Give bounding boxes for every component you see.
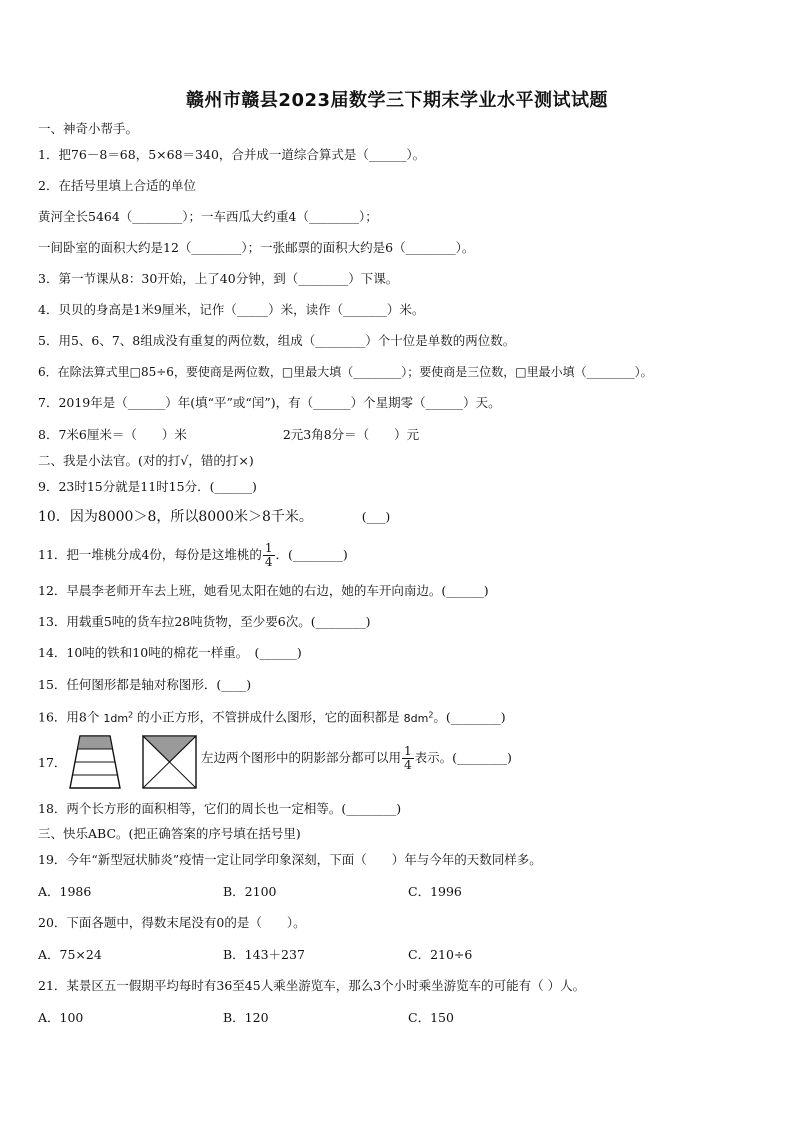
question-2-line-a: 黄河全长5464（________）；一车西瓜大约重4（________）； (38, 209, 378, 224)
option-c: C．210÷6 (408, 947, 473, 962)
option-b: B．2100 (223, 884, 277, 899)
question-21-options (38, 1009, 593, 1027)
question-16: 16．用8个 $1dm^2$ 的小正方形，不管拼成什么图形，它的面积都是 $8dm^2$。(________) (38, 709, 506, 725)
question-2: 2．在括号里填上合适的单位 (38, 178, 196, 193)
question-11-blank: ．(________) (275, 547, 348, 562)
question-8 (38, 426, 419, 444)
section-3-heading: 三、快乐ABC。(把正确答案的序号填在括号里) (38, 826, 301, 841)
question-19-options (38, 883, 593, 901)
question-19: 19．今年“新型冠状肺炎”疫情一定让同学印象深刻，下面（ ）年与今年的天数同样多。 (38, 852, 542, 867)
option-b: B．143＋237 (223, 947, 305, 962)
section-1-heading: 一、神奇小帮手。 (38, 121, 139, 136)
question-15: 15．任何图形都是轴对称图形．(____) (38, 677, 252, 692)
question-20-options (38, 946, 593, 964)
question-10-blank: (___) (361, 509, 391, 524)
question-3: 3．第一节课从8：30开始，上了40分钟，到（________）下课。 (38, 271, 399, 286)
trapezoid-figure (68, 735, 122, 789)
question-8-part-a: 8．7米6厘米＝（ ）米 (38, 427, 187, 442)
unit-dm2: $1dm^2$ (103, 710, 134, 725)
question-7: 7．2019年是（______）年(填“平”或“闰”)，有（______）个星期零（______）天。 (38, 395, 501, 410)
question-8-part-b: 2元3角8分＝（ ）元 (282, 427, 420, 442)
option-c: C．1996 (408, 884, 462, 899)
option-a: A．100 (38, 1010, 84, 1025)
question-18: 18．两个长方形的面积相等，它们的周长也一定相等。(________) (38, 801, 402, 816)
section-2-heading: 二、我是小法官。(对的打√，错的打×) (38, 453, 254, 468)
square-figure (142, 735, 198, 789)
question-10 (38, 508, 390, 526)
question-14: 14．10吨的铁和10吨的棉花一样重。 (______) (38, 645, 302, 660)
question-20: 20．下面各题中，得数末尾没有0的是（ ）。 (38, 915, 306, 930)
question-11-text: 11．把一堆桃分成4份，每份是这堆桃的 (38, 547, 262, 562)
question-21: 21．某景区五一假期平均每时有36至45人乘坐游览车，那么3个小时乘坐游览车的可能有（ ）人。 (38, 978, 586, 993)
unit-8dm2: $8dm^2$ (403, 710, 434, 725)
option-a: A．1986 (38, 884, 92, 899)
question-9: 9．23时15分就是11时15分．(______) (38, 479, 257, 494)
question-1: 1．把76－8＝68，5×68＝340，合并成一道综合算式是（______）。 (38, 147, 426, 162)
question-11 (38, 542, 348, 569)
question-13: 13．用载重5吨的货车拉28吨货物，至少要6次。(________) (38, 614, 371, 629)
question-10-text: 10．因为8000＞8，所以8000米＞8千米。 (38, 509, 313, 525)
fraction-one-quarter: $\frac{1}{4}$ (404, 744, 412, 772)
option-a: A．75×24 (38, 947, 102, 962)
question-6: 6．在除法算式里□85÷6，要使商是两位数，□里最大填（________）；要使商是三位数，□里最小填（________）。 (38, 365, 653, 379)
question-17-text: 左边两个图形中的阴影部分都可以用 $\frac{1}{4}$ 表示。(________) (201, 744, 512, 772)
fraction-one-quarter: $\frac{1}{4}$ (264, 541, 273, 569)
question-5: 5．用5、6、7、8组成没有重复的两位数，组成（________）个十位是单数的两位数。 (38, 333, 516, 348)
page-title: 赣州市赣县2023届数学三下期末学业水平测试试题 (185, 90, 609, 111)
option-b: B．120 (223, 1010, 269, 1025)
question-2-line-b: 一间卧室的面积大约是12（________）；一张邮票的面积大约是6（________）。 (38, 240, 475, 255)
question-12: 12．早晨李老师开车去上班，她看见太阳在她的右边，她的车开向南边。(______) (38, 583, 489, 598)
question-17-label: 17． (38, 755, 67, 770)
option-c: C．150 (408, 1010, 454, 1025)
question-4: 4．贝贝的身高是1米9厘米，记作（_____）米，读作（_______）米。 (38, 302, 425, 317)
